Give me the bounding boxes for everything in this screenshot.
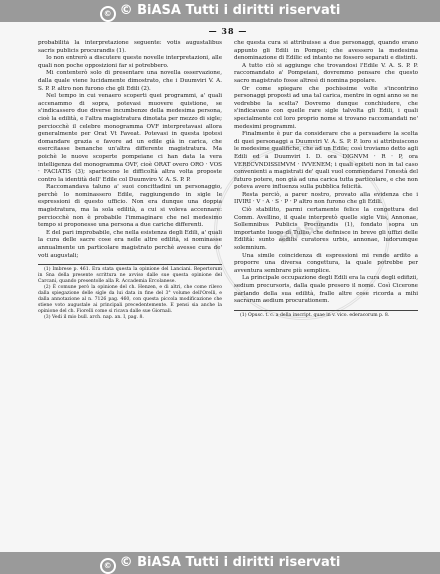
footnote: (2) È comune però la opinione del ch. Henzen, e di altri, che come rilevo dalla spiegazione delle sigle da lui data in fine del 3° volume dell'Orelli, e dalla annotazione al n. 7126 pag. 460, con questa piccola modificazione che stiene voto augustale ai principali precedentemente. E pensi sia anche la opinione del ch. Fiorelli come si ricava dalle sue Giornali. — [38, 285, 222, 315]
footnote: (3) Vedi il mio bull. arch. nap. an. I, pag. 8. — [44, 315, 144, 321]
paragraph: E del pari improbabile, che nella esistenza degli Edili, a' quali la cura delle sacre cose era nelle altre edilità, si nominasse annualmente un particolare magistrato perchè avesse cura de' voti augustali; — [38, 229, 222, 259]
paragraph: Una simile coincidenza di espressioni mi rende ardito a proporre una diversa congettura, la quale potrebbe per avventura sembrare più semplice. — [234, 252, 418, 274]
paragraph: probabilità la interpretazione seguente: votis augustalibus sacris publicis procurandis (1). — [38, 40, 222, 54]
footnote: (1) Opusc. t. c. a della inscript. quae in v. vico. ederacorum p. 8. — [240, 312, 390, 318]
footnotes-right — [234, 310, 418, 319]
watermark-text-top: © BiASA Tutti i diritti riservati — [119, 3, 341, 18]
page-number: — 38 — — [208, 26, 248, 36]
paragraph: Resta perciò, a parer nostro, provato alla evidenza che i IIVIRI · V · A · S · P · P altro non furono che gli Edili. — [234, 191, 418, 206]
paragraph: Finalmente è pur da considerare che a persuadere la scelta di quei personaggi a Duumviri V. A. S. P. P. loro si attribuiscono le medesime qualifiche, che ad un Edile; così troviamo detto agli Edili ed a Duumviri I. D. ora DIGNVM · R · P, ora VERECVNDISSIMVM · IVVENEM; i quali epiteti non in tal caso convenienti a magistrati de' quali vuol commendarsi l'onestà del futuro potere, non già ad una carica tutta particolare, e che non poteva avere influenza sulla pubblica felicità. — [234, 131, 418, 191]
watermark-banner-bottom — [0, 552, 440, 574]
right-column — [234, 40, 418, 540]
paragraph: Mi contenterò solo di presentare una novella osservazione, dalla quale viene lucidamente dimostrato, che i Duumviri V. A. S. P. P. altro non furono che gli Edili (2). — [38, 70, 222, 92]
paragraph: Ciò stabilito, parmi certamente felice la congettura del Comm. Avellino, il quale interpretò quelle sigle Viis, Annonae, Sollemnibus Publicis Procurandis (1), fondato sopra un importante luogo di Tullio, che definisce in breve gli uffizi delle Edilità: sunto aedilis curatores urbis, annonae, ludorumque solemnium. — [234, 207, 418, 252]
stamp-text: BiASA — [277, 217, 327, 247]
copyright-icon: © — [100, 558, 116, 574]
copyright-icon: © — [100, 6, 116, 22]
paragraph: Or come spiegare che pochissime volte s'incontrino personaggi proposti ad una tal carica, mentre in ogni anno se ne vedrebbe la scelta? Dovremo dunque conchiudere, che s'indicavano con quelle rare sigle talvolta gli Edili, i quali specialmente col loro proprio nome si trovano raccomandati ne' medesimi programmi. — [234, 85, 418, 130]
paragraph: che questa cura si attribuisse a due personaggi, quando erano appunto gli Edili in Pompei; che avessero la medesima denominazione di Edilic ed intanto ne fossero separati e distinti. — [234, 40, 418, 62]
watermark-text-bottom: © BiASA Tutti i diritti riservati — [119, 555, 341, 570]
document-page — [38, 26, 418, 546]
paragraph: Nel tempo in cui venaero scoperti quei programmi, a' quali accenammo di sopra, potevasi muovere quistione, se s'indicassero due diverse incumbenze della medesima persona, cioè la edilità, e l'altra magistratura dinotata per mezzo di sigle; perciocchè il celebre monogramma OVF interpretavasi allora generalmente per Orat Vt Faveat. Potevasi in questa ipotesi domandare grazia e favore ad un edile già in carica, che esercitasse benanche un'altra differente magistratura. Ma poichè le nuove scoperte pompeiane ci han data la vera intelligenza del monogramma OVF, cioè ORAT overo ORO · VOS · FACIATIS (3); sparisceno le difficoltà altra volta proposte contro la identità dell' Edile col Duumviro V. A. S. P. P. — [38, 93, 222, 183]
paragraph: La principale occupazione degli Edili era la cura degli edifizii, sedium precursoris, dalla quale presero il nome. Così Cicerone parlando della sua edilità, fralle altre cose ricorda a mihi sacrarum aedium procurationem. — [234, 275, 418, 305]
paragraph: A tutto ciò si aggiunge che trovandosi l'Edile V. A. S. P. P. raccomandato a' Pompeiani, dovremmo pensare che questo sacro magistrato fosse altresì di nomina popolare. — [234, 62, 418, 84]
footnotes-left — [38, 264, 222, 321]
footnote: (1) Imbrese p. 461. Era stata questa la opinione del Lanciani. Repertorum in Sna della presente scrittura ne avviso dalle sue questa opinione del Carcani, quando presentolle alla R. Accademia Ercolanese. — [38, 267, 222, 285]
paragraph: Raccomandava taluno a' suoi concittadini un personaggio, perchè lo nominassero Edile, raggiungendo in sigle le espressioni di questo ufficio. Non era dunque una doppia magistratura, ma la sola edilità, a cui si voleva accennare: perciocchè non è probabile l'immaginare che nel medesimo tempo si proponesse una persona a due cariche differenti. — [38, 184, 222, 229]
watermark-banner-top — [0, 0, 440, 22]
paragraph: Io non entrerò a discutere queste novelle interpretazioni, alle quali non poche opposizioni far si potrebbero. — [38, 55, 222, 69]
text-columns — [38, 40, 418, 540]
left-column — [38, 40, 222, 540]
